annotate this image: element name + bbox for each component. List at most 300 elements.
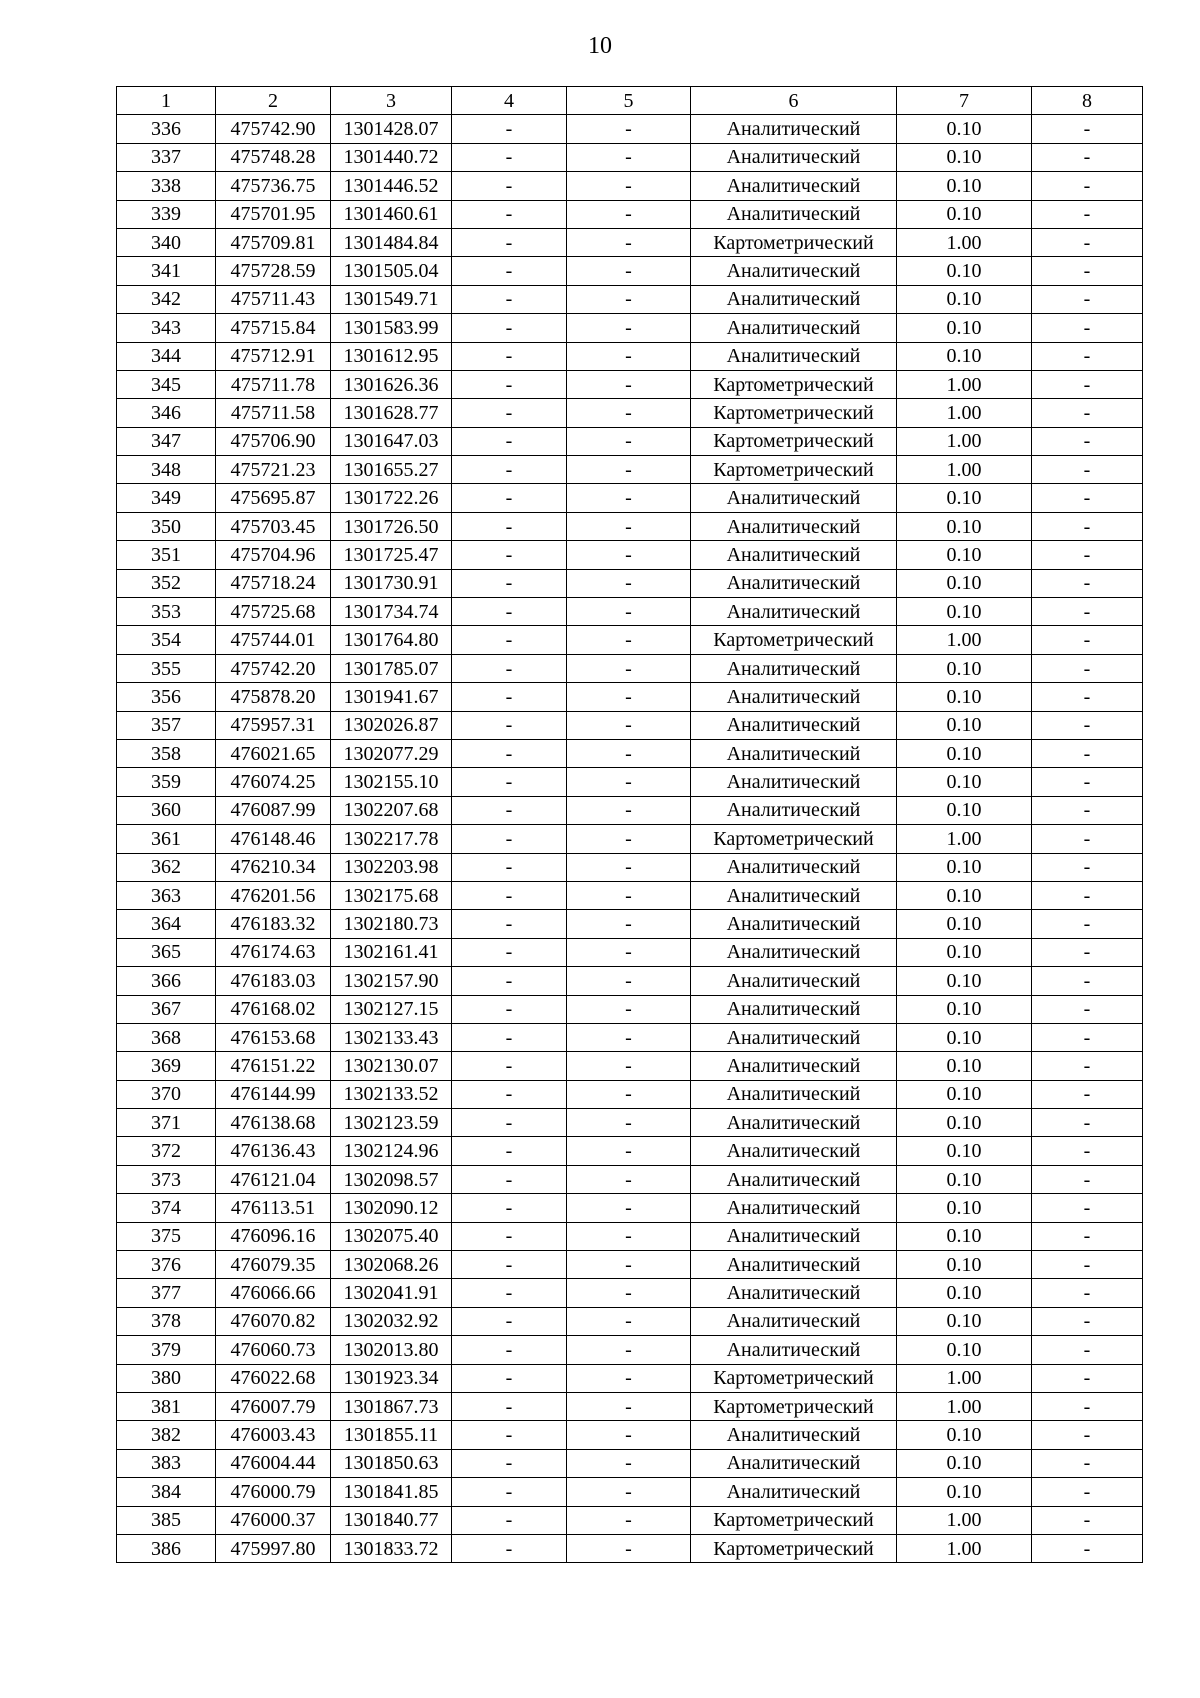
cell-col-8: - — [1032, 1052, 1143, 1080]
cell-precision: 0.10 — [897, 711, 1032, 739]
cell-col-4: - — [452, 796, 567, 824]
cell-coord-y: 1301785.07 — [331, 654, 452, 682]
table-row — [117, 115, 1143, 143]
cell-method: Аналитический — [691, 172, 897, 200]
cell-col-8: - — [1032, 1194, 1143, 1222]
cell-col-8: - — [1032, 200, 1143, 228]
cell-method: Аналитический — [691, 200, 897, 228]
cell-col-4: - — [452, 598, 567, 626]
cell-col-8: - — [1032, 768, 1143, 796]
table-row — [117, 1336, 1143, 1364]
table-row — [117, 143, 1143, 171]
cell-coord-x: 476021.65 — [216, 739, 331, 767]
cell-point-number: 360 — [117, 796, 216, 824]
cell-coord-x: 476121.04 — [216, 1165, 331, 1193]
cell-method: Аналитический — [691, 711, 897, 739]
cell-precision: 1.00 — [897, 1506, 1032, 1534]
cell-coord-x: 476136.43 — [216, 1137, 331, 1165]
cell-method: Аналитический — [691, 853, 897, 881]
cell-col-8: - — [1032, 1080, 1143, 1108]
cell-point-number: 376 — [117, 1251, 216, 1279]
cell-method: Аналитический — [691, 143, 897, 171]
table-row — [117, 257, 1143, 285]
cell-point-number: 336 — [117, 115, 216, 143]
cell-precision: 1.00 — [897, 1364, 1032, 1392]
cell-method: Аналитический — [691, 1222, 897, 1250]
cell-coord-x: 476151.22 — [216, 1052, 331, 1080]
cell-coord-x: 475997.80 — [216, 1534, 331, 1562]
cell-col-5: - — [567, 228, 691, 256]
table-row — [117, 881, 1143, 909]
cell-method: Аналитический — [691, 910, 897, 938]
cell-coord-x: 476201.56 — [216, 881, 331, 909]
cell-col-4: - — [452, 1194, 567, 1222]
cell-point-number: 385 — [117, 1506, 216, 1534]
cell-coord-y: 1302157.90 — [331, 967, 452, 995]
cell-col-5: - — [567, 825, 691, 853]
cell-point-number: 337 — [117, 143, 216, 171]
cell-col-5: - — [567, 1109, 691, 1137]
cell-coord-x: 475725.68 — [216, 598, 331, 626]
column-header: 4 — [452, 87, 567, 115]
cell-precision: 0.10 — [897, 967, 1032, 995]
cell-precision: 0.10 — [897, 1165, 1032, 1193]
cell-col-8: - — [1032, 456, 1143, 484]
cell-point-number: 383 — [117, 1449, 216, 1477]
cell-point-number: 374 — [117, 1194, 216, 1222]
cell-coord-x: 476003.43 — [216, 1421, 331, 1449]
table-row — [117, 1023, 1143, 1051]
cell-coord-x: 476004.44 — [216, 1449, 331, 1477]
cell-point-number: 356 — [117, 683, 216, 711]
cell-precision: 0.10 — [897, 342, 1032, 370]
cell-precision: 0.10 — [897, 853, 1032, 881]
cell-point-number: 354 — [117, 626, 216, 654]
table-row — [117, 342, 1143, 370]
cell-coord-x: 475728.59 — [216, 257, 331, 285]
cell-col-8: - — [1032, 995, 1143, 1023]
cell-point-number: 381 — [117, 1392, 216, 1420]
cell-precision: 0.10 — [897, 1137, 1032, 1165]
cell-col-5: - — [567, 1364, 691, 1392]
cell-coord-y: 1302133.43 — [331, 1023, 452, 1051]
cell-coord-y: 1301855.11 — [331, 1421, 452, 1449]
cell-method: Картометрический — [691, 228, 897, 256]
cell-precision: 1.00 — [897, 427, 1032, 455]
cell-col-8: - — [1032, 569, 1143, 597]
cell-precision: 0.10 — [897, 938, 1032, 966]
cell-col-4: - — [452, 569, 567, 597]
cell-col-5: - — [567, 200, 691, 228]
cell-col-5: - — [567, 598, 691, 626]
cell-col-5: - — [567, 1165, 691, 1193]
cell-method: Аналитический — [691, 512, 897, 540]
cell-point-number: 370 — [117, 1080, 216, 1108]
cell-col-5: - — [567, 967, 691, 995]
cell-precision: 0.10 — [897, 995, 1032, 1023]
table-row — [117, 1279, 1143, 1307]
table-row — [117, 711, 1143, 739]
cell-coord-x: 475712.91 — [216, 342, 331, 370]
table-row — [117, 1222, 1143, 1250]
cell-coord-x: 476066.66 — [216, 1279, 331, 1307]
cell-col-5: - — [567, 1023, 691, 1051]
cell-col-5: - — [567, 711, 691, 739]
cell-coord-y: 1301446.52 — [331, 172, 452, 200]
cell-method: Аналитический — [691, 1194, 897, 1222]
cell-precision: 0.10 — [897, 598, 1032, 626]
cell-coord-y: 1301612.95 — [331, 342, 452, 370]
cell-precision: 0.10 — [897, 1279, 1032, 1307]
cell-method: Аналитический — [691, 881, 897, 909]
cell-coord-y: 1302217.78 — [331, 825, 452, 853]
cell-coord-y: 1301726.50 — [331, 512, 452, 540]
cell-precision: 1.00 — [897, 1392, 1032, 1420]
cell-precision: 0.10 — [897, 1080, 1032, 1108]
cell-coord-x: 476000.37 — [216, 1506, 331, 1534]
cell-coord-x: 475706.90 — [216, 427, 331, 455]
cell-coord-x: 476113.51 — [216, 1194, 331, 1222]
cell-method: Аналитический — [691, 796, 897, 824]
cell-col-5: - — [567, 370, 691, 398]
cell-col-8: - — [1032, 1364, 1143, 1392]
cell-method: Аналитический — [691, 1449, 897, 1477]
cell-coord-x: 475957.31 — [216, 711, 331, 739]
cell-point-number: 366 — [117, 967, 216, 995]
column-header: 1 — [117, 87, 216, 115]
cell-coord-y: 1301549.71 — [331, 285, 452, 313]
cell-point-number: 359 — [117, 768, 216, 796]
cell-point-number: 340 — [117, 228, 216, 256]
cell-col-5: - — [567, 796, 691, 824]
cell-col-5: - — [567, 1506, 691, 1534]
cell-col-4: - — [452, 1109, 567, 1137]
cell-col-4: - — [452, 1222, 567, 1250]
table-row — [117, 654, 1143, 682]
cell-point-number: 364 — [117, 910, 216, 938]
cell-method: Аналитический — [691, 1109, 897, 1137]
table-row — [117, 1109, 1143, 1137]
cell-col-5: - — [567, 1080, 691, 1108]
cell-point-number: 357 — [117, 711, 216, 739]
cell-point-number: 378 — [117, 1307, 216, 1335]
cell-point-number: 372 — [117, 1137, 216, 1165]
cell-method: Аналитический — [691, 342, 897, 370]
cell-coord-x: 476174.63 — [216, 938, 331, 966]
cell-precision: 1.00 — [897, 1534, 1032, 1562]
coordinates-table — [116, 86, 1143, 1563]
cell-col-4: - — [452, 172, 567, 200]
cell-col-5: - — [567, 1336, 691, 1364]
cell-point-number: 379 — [117, 1336, 216, 1364]
cell-col-4: - — [452, 1165, 567, 1193]
cell-col-4: - — [452, 1534, 567, 1562]
cell-col-4: - — [452, 825, 567, 853]
cell-method: Аналитический — [691, 683, 897, 711]
cell-point-number: 373 — [117, 1165, 216, 1193]
cell-coord-y: 1301583.99 — [331, 314, 452, 342]
cell-col-8: - — [1032, 1165, 1143, 1193]
cell-col-8: - — [1032, 1251, 1143, 1279]
table-row — [117, 200, 1143, 228]
column-header: 3 — [331, 87, 452, 115]
cell-coord-y: 1302041.91 — [331, 1279, 452, 1307]
cell-coord-x: 475711.58 — [216, 399, 331, 427]
table-row — [117, 626, 1143, 654]
cell-col-8: - — [1032, 399, 1143, 427]
cell-col-5: - — [567, 654, 691, 682]
cell-col-8: - — [1032, 654, 1143, 682]
cell-col-4: - — [452, 342, 567, 370]
column-header: 5 — [567, 87, 691, 115]
table-row — [117, 172, 1143, 200]
cell-col-4: - — [452, 314, 567, 342]
cell-col-8: - — [1032, 1478, 1143, 1506]
cell-col-4: - — [452, 1307, 567, 1335]
cell-precision: 1.00 — [897, 626, 1032, 654]
cell-col-5: - — [567, 1194, 691, 1222]
cell-precision: 0.10 — [897, 1052, 1032, 1080]
cell-col-4: - — [452, 1080, 567, 1108]
cell-precision: 0.10 — [897, 881, 1032, 909]
table-row — [117, 995, 1143, 1023]
cell-point-number: 367 — [117, 995, 216, 1023]
cell-col-4: - — [452, 1251, 567, 1279]
table-row — [117, 1506, 1143, 1534]
cell-coord-x: 476007.79 — [216, 1392, 331, 1420]
cell-point-number: 352 — [117, 569, 216, 597]
cell-col-8: - — [1032, 1307, 1143, 1335]
table-row — [117, 1307, 1143, 1335]
cell-col-5: - — [567, 427, 691, 455]
cell-coord-y: 1302032.92 — [331, 1307, 452, 1335]
cell-precision: 0.10 — [897, 1222, 1032, 1250]
cell-col-5: - — [567, 768, 691, 796]
cell-coord-y: 1302161.41 — [331, 938, 452, 966]
cell-col-4: - — [452, 1023, 567, 1051]
cell-method: Аналитический — [691, 569, 897, 597]
cell-col-4: - — [452, 484, 567, 512]
cell-coord-y: 1301923.34 — [331, 1364, 452, 1392]
cell-coord-y: 1302090.12 — [331, 1194, 452, 1222]
cell-point-number: 375 — [117, 1222, 216, 1250]
cell-point-number: 369 — [117, 1052, 216, 1080]
cell-method: Аналитический — [691, 739, 897, 767]
cell-method: Аналитический — [691, 1336, 897, 1364]
cell-coord-x: 476144.99 — [216, 1080, 331, 1108]
cell-col-8: - — [1032, 626, 1143, 654]
table-row — [117, 1478, 1143, 1506]
cell-coord-x: 475704.96 — [216, 541, 331, 569]
cell-col-5: - — [567, 257, 691, 285]
cell-method: Аналитический — [691, 967, 897, 995]
cell-coord-x: 475748.28 — [216, 143, 331, 171]
cell-precision: 0.10 — [897, 1421, 1032, 1449]
cell-col-8: - — [1032, 1137, 1143, 1165]
cell-col-5: - — [567, 1421, 691, 1449]
cell-col-5: - — [567, 399, 691, 427]
cell-precision: 0.10 — [897, 1449, 1032, 1477]
cell-col-5: - — [567, 569, 691, 597]
cell-coord-x: 476060.73 — [216, 1336, 331, 1364]
cell-precision: 0.10 — [897, 512, 1032, 540]
cell-col-5: - — [567, 995, 691, 1023]
table-row — [117, 512, 1143, 540]
table-row — [117, 1052, 1143, 1080]
cell-coord-y: 1302075.40 — [331, 1222, 452, 1250]
cell-coord-y: 1301655.27 — [331, 456, 452, 484]
cell-precision: 0.10 — [897, 1478, 1032, 1506]
cell-col-4: - — [452, 257, 567, 285]
cell-col-8: - — [1032, 1449, 1143, 1477]
cell-point-number: 365 — [117, 938, 216, 966]
cell-col-4: - — [452, 711, 567, 739]
cell-coord-y: 1302130.07 — [331, 1052, 452, 1080]
cell-col-5: - — [567, 115, 691, 143]
cell-method: Картометрический — [691, 1392, 897, 1420]
cell-col-5: - — [567, 1307, 691, 1335]
cell-col-8: - — [1032, 967, 1143, 995]
cell-point-number: 353 — [117, 598, 216, 626]
cell-method: Картометрический — [691, 1506, 897, 1534]
cell-coord-y: 1301867.73 — [331, 1392, 452, 1420]
cell-point-number: 361 — [117, 825, 216, 853]
cell-coord-x: 476000.79 — [216, 1478, 331, 1506]
cell-precision: 0.10 — [897, 569, 1032, 597]
cell-col-8: - — [1032, 739, 1143, 767]
cell-precision: 0.10 — [897, 1307, 1032, 1335]
cell-point-number: 355 — [117, 654, 216, 682]
cell-method: Аналитический — [691, 1279, 897, 1307]
cell-col-8: - — [1032, 285, 1143, 313]
cell-point-number: 348 — [117, 456, 216, 484]
table-row — [117, 314, 1143, 342]
cell-precision: 0.10 — [897, 654, 1032, 682]
cell-col-5: - — [567, 1137, 691, 1165]
cell-precision: 0.10 — [897, 796, 1032, 824]
table-row — [117, 456, 1143, 484]
cell-col-8: - — [1032, 370, 1143, 398]
cell-col-8: - — [1032, 853, 1143, 881]
cell-coord-x: 475721.23 — [216, 456, 331, 484]
cell-coord-y: 1302124.96 — [331, 1137, 452, 1165]
cell-col-8: - — [1032, 683, 1143, 711]
cell-col-8: - — [1032, 1109, 1143, 1137]
cell-col-5: - — [567, 1222, 691, 1250]
cell-coord-x: 475701.95 — [216, 200, 331, 228]
cell-col-5: - — [567, 172, 691, 200]
table-row — [117, 768, 1143, 796]
table-row — [117, 938, 1143, 966]
table-row — [117, 853, 1143, 881]
cell-precision: 0.10 — [897, 739, 1032, 767]
table-row — [117, 427, 1143, 455]
cell-col-8: - — [1032, 484, 1143, 512]
cell-col-4: - — [452, 143, 567, 171]
cell-coord-x: 476210.34 — [216, 853, 331, 881]
cell-col-5: - — [567, 739, 691, 767]
cell-point-number: 345 — [117, 370, 216, 398]
cell-precision: 1.00 — [897, 825, 1032, 853]
cell-col-4: - — [452, 1364, 567, 1392]
cell-coord-y: 1302155.10 — [331, 768, 452, 796]
table-row — [117, 739, 1143, 767]
table-row — [117, 1080, 1143, 1108]
cell-coord-y: 1302133.52 — [331, 1080, 452, 1108]
cell-method: Аналитический — [691, 654, 897, 682]
cell-method: Аналитический — [691, 1080, 897, 1108]
cell-col-8: - — [1032, 115, 1143, 143]
cell-col-8: - — [1032, 1279, 1143, 1307]
cell-precision: 0.10 — [897, 910, 1032, 938]
cell-col-5: - — [567, 938, 691, 966]
cell-col-4: - — [452, 1506, 567, 1534]
cell-precision: 0.10 — [897, 1251, 1032, 1279]
cell-coord-y: 1302098.57 — [331, 1165, 452, 1193]
cell-method: Аналитический — [691, 1251, 897, 1279]
cell-col-4: - — [452, 541, 567, 569]
cell-col-4: - — [452, 1052, 567, 1080]
cell-precision: 0.10 — [897, 1023, 1032, 1051]
cell-coord-y: 1301840.77 — [331, 1506, 452, 1534]
cell-coord-y: 1302026.87 — [331, 711, 452, 739]
cell-coord-x: 476153.68 — [216, 1023, 331, 1051]
cell-precision: 0.10 — [897, 541, 1032, 569]
cell-point-number: 371 — [117, 1109, 216, 1137]
cell-point-number: 351 — [117, 541, 216, 569]
cell-col-4: - — [452, 1336, 567, 1364]
table-body — [117, 87, 1143, 1563]
cell-col-8: - — [1032, 1534, 1143, 1562]
cell-precision: 0.10 — [897, 115, 1032, 143]
cell-coord-x: 476070.82 — [216, 1307, 331, 1335]
cell-point-number: 362 — [117, 853, 216, 881]
cell-point-number: 344 — [117, 342, 216, 370]
cell-col-5: - — [567, 342, 691, 370]
cell-coord-x: 475703.45 — [216, 512, 331, 540]
cell-coord-y: 1302175.68 — [331, 881, 452, 909]
table-row — [117, 1165, 1143, 1193]
cell-coord-x: 475742.20 — [216, 654, 331, 682]
cell-col-5: - — [567, 1449, 691, 1477]
cell-precision: 0.10 — [897, 1194, 1032, 1222]
cell-coord-y: 1301725.47 — [331, 541, 452, 569]
cell-col-8: - — [1032, 1392, 1143, 1420]
table-row — [117, 1421, 1143, 1449]
cell-col-4: - — [452, 683, 567, 711]
cell-col-4: - — [452, 654, 567, 682]
cell-point-number: 350 — [117, 512, 216, 540]
cell-point-number: 347 — [117, 427, 216, 455]
cell-col-4: - — [452, 228, 567, 256]
cell-coord-x: 475878.20 — [216, 683, 331, 711]
cell-precision: 0.10 — [897, 1109, 1032, 1137]
cell-col-5: - — [567, 512, 691, 540]
cell-point-number: 380 — [117, 1364, 216, 1392]
cell-col-5: - — [567, 1534, 691, 1562]
cell-col-4: - — [452, 1421, 567, 1449]
cell-coord-x: 476022.68 — [216, 1364, 331, 1392]
cell-col-8: - — [1032, 1023, 1143, 1051]
table-row — [117, 228, 1143, 256]
cell-col-5: - — [567, 1052, 691, 1080]
cell-col-5: - — [567, 683, 691, 711]
cell-method: Аналитический — [691, 484, 897, 512]
cell-precision: 1.00 — [897, 399, 1032, 427]
cell-method: Аналитический — [691, 1478, 897, 1506]
cell-coord-y: 1301484.84 — [331, 228, 452, 256]
cell-coord-y: 1301764.80 — [331, 626, 452, 654]
